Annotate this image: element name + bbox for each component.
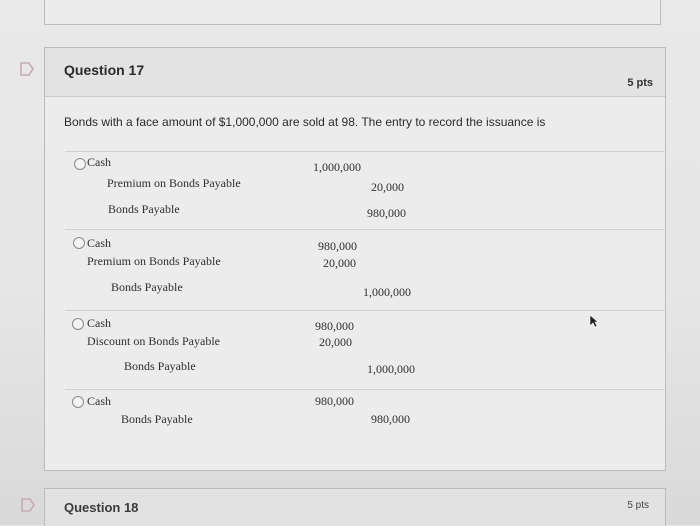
- credit-amount: 980,000: [367, 206, 406, 220]
- answer-option-c[interactable]: [65, 310, 667, 390]
- account-label: Bonds Payable: [121, 412, 193, 426]
- question-17-panel: [44, 47, 666, 471]
- question-header: [45, 48, 665, 97]
- radio-button[interactable]: [74, 158, 86, 170]
- answer-option-d[interactable]: [65, 389, 667, 450]
- question-title: Question 18: [64, 500, 139, 515]
- credit-amount: 1,000,000: [363, 285, 411, 299]
- question-title: Question 17: [64, 62, 145, 78]
- account-label: Cash: [87, 394, 111, 408]
- answer-option-a[interactable]: [65, 151, 667, 230]
- question-18-panel: [44, 488, 666, 526]
- radio-button[interactable]: [73, 237, 85, 249]
- account-label: Cash: [87, 316, 111, 330]
- account-label: Cash: [87, 236, 111, 250]
- question-points: 5 pts: [627, 77, 653, 89]
- account-label: Bonds Payable: [124, 359, 196, 373]
- credit-amount: 1,000,000: [367, 362, 415, 376]
- debit-amount: 20,000: [323, 256, 356, 270]
- credit-amount: 980,000: [371, 412, 410, 426]
- flag-icon[interactable]: [20, 498, 36, 512]
- flag-icon[interactable]: [19, 62, 35, 76]
- account-label: Cash: [87, 155, 111, 169]
- answer-option-b[interactable]: [65, 229, 667, 311]
- account-label: Premium on Bonds Payable: [87, 254, 221, 268]
- debit-amount: 20,000: [319, 335, 352, 349]
- radio-button[interactable]: [72, 396, 84, 408]
- account-label: Bonds Payable: [111, 280, 183, 294]
- debit-amount: 1,000,000: [313, 160, 361, 174]
- credit-amount: 20,000: [371, 180, 404, 194]
- account-label: Discount on Bonds Payable: [87, 334, 220, 348]
- radio-button[interactable]: [72, 318, 84, 330]
- account-label: Bonds Payable: [108, 202, 180, 216]
- debit-amount: 980,000: [315, 319, 354, 333]
- account-label: Premium on Bonds Payable: [107, 176, 241, 190]
- question-text: Bonds with a face amount of $1,000,000 are sold at 98. The entry to record the issuance is: [64, 115, 546, 129]
- mouse-pointer-icon: [589, 314, 599, 328]
- previous-question-panel: [44, 0, 661, 25]
- debit-amount: 980,000: [318, 239, 357, 253]
- debit-amount: 980,000: [315, 394, 354, 408]
- question-points: 5 pts: [627, 500, 649, 511]
